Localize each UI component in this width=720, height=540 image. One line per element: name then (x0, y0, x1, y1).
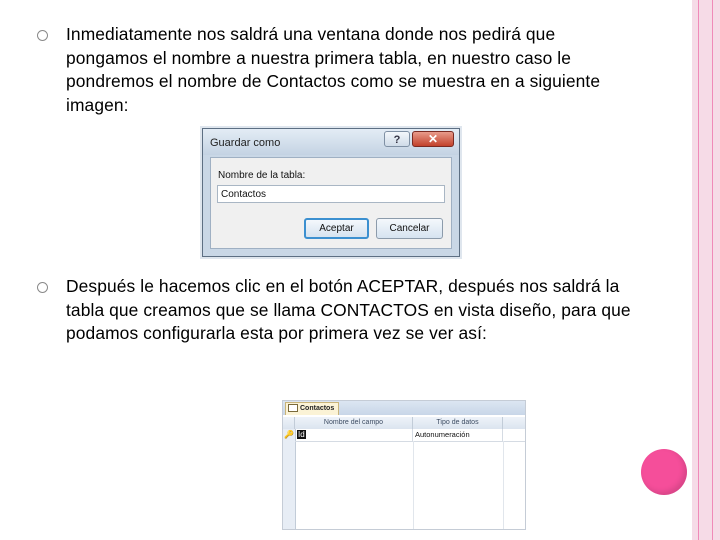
close-button[interactable]: ✕ (412, 131, 454, 147)
bullet-icon (37, 282, 48, 293)
tab-bar (283, 401, 525, 415)
decorative-pink-circle (641, 449, 687, 495)
table-name-input[interactable]: Contactos (217, 185, 445, 203)
tab-label: Contactos (300, 405, 335, 412)
row-selector-header (283, 417, 295, 429)
accept-button[interactable]: Aceptar (304, 218, 369, 239)
tab-contactos[interactable] (285, 402, 339, 415)
dialog-titlebar (203, 129, 459, 155)
cancel-button[interactable]: Cancelar (376, 218, 443, 239)
column-header-field-name[interactable]: Nombre del campo (295, 417, 413, 429)
paragraph-1: Inmediatamente nos saldrá una ventana donde nos pedirá que pongamos el nombre a nuestra primera tabla, en nuestro caso le pondremos el nombre de Contactos como se muestra en a siguiente imagen: (66, 24, 601, 115)
grid-divider (413, 441, 414, 529)
table-design-view (282, 400, 526, 530)
save-as-dialog (202, 128, 460, 257)
primary-key-icon: 🔑 (284, 430, 294, 439)
decorative-side-band (692, 0, 720, 540)
dialog-body (210, 157, 452, 249)
table-icon (288, 404, 298, 412)
help-button[interactable]: ? (384, 131, 410, 147)
dialog-title: Guardar como (210, 137, 281, 149)
field-name-value: Id (298, 430, 305, 439)
table-row[interactable] (295, 429, 525, 442)
field-name-cell[interactable] (295, 429, 413, 441)
table-name-label: Nombre de la tabla: (218, 170, 306, 181)
row-selector[interactable] (283, 429, 296, 529)
decorative-line (698, 0, 699, 540)
column-header-description[interactable] (503, 417, 525, 429)
bullet-icon (37, 30, 48, 41)
column-header-data-type[interactable]: Tipo de datos (413, 417, 503, 429)
data-type-cell[interactable]: Autonumeración (413, 429, 503, 441)
grid-divider (503, 441, 504, 529)
paragraph-2: Después le hacemos clic en el botón ACEPTAR, después nos saldrá la tabla que creamos que se llama CONTACTOS en vista diseño, para que podamos configurarla esta por primera vez se ver así: (66, 276, 631, 343)
decorative-line (712, 0, 713, 540)
